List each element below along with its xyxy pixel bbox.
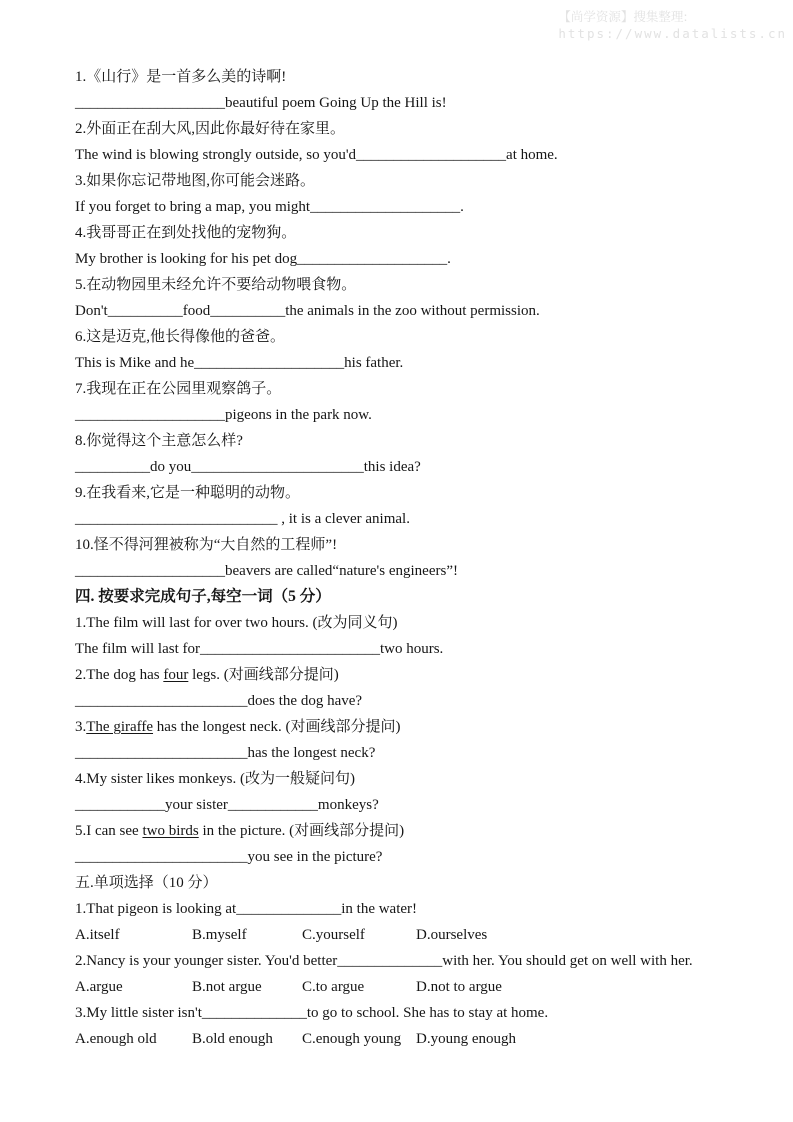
- option-item: A.enough old: [75, 1031, 157, 1047]
- option-item: B.not argue: [192, 979, 262, 995]
- text-line: _______________________has the longest neck?: [75, 745, 376, 761]
- text-line: ____________________beautiful poem Going Up the Hill is!: [75, 95, 447, 111]
- text-line: __________do you_______________________this idea?: [75, 459, 421, 475]
- text-line: [75, 662, 783, 688]
- text-line: 8.你觉得这个主意怎么样?: [75, 433, 243, 449]
- watermark: [558, 8, 787, 42]
- text-line: My brother is looking for his pet dog____________________.: [75, 251, 451, 267]
- option-item: D.young enough: [416, 1031, 516, 1047]
- underlined-text: two birds: [142, 823, 199, 839]
- text-segment: legs. (对画线部分提问): [188, 667, 339, 683]
- text-line: 1.The film will last for over two hours. (改为同义句): [75, 615, 398, 631]
- text-line: 1.《山行》是一首多么美的诗啊!: [75, 69, 287, 85]
- option-item: C.enough young: [302, 1031, 402, 1047]
- option-item: A.argue: [75, 979, 123, 995]
- text-line: If you forget to bring a map, you might____________________.: [75, 199, 464, 215]
- text-line: The film will last for________________________two hours.: [75, 641, 444, 657]
- text-line: 5.在动物园里未经允许不要给动物喂食物。: [75, 277, 357, 293]
- text-line: Don't__________food__________the animals in the zoo without permission.: [75, 303, 540, 319]
- text-line: 3.如果你忘记带地图,你可能会迷路。: [75, 173, 316, 189]
- text-line: ____________________pigeons in the park now.: [75, 407, 372, 423]
- option-item: A.itself: [75, 927, 120, 943]
- text-line: _______________________you see in the picture?: [75, 849, 383, 865]
- text-line: 10.怪不得河狸被称为“大自然的工程师”!: [75, 537, 338, 553]
- text-line: [75, 714, 783, 740]
- option-item: D.not to argue: [416, 979, 502, 995]
- text-line: _______________________does the dog have?: [75, 693, 363, 709]
- text-line: ____________________beavers are called“nature's engineers”!: [75, 563, 458, 579]
- section-heading: 四. 按要求完成句子,每空一词（5 分）: [75, 588, 331, 605]
- text-line: 9.在我看来,它是一种聪明的动物。: [75, 485, 301, 501]
- options-row: [75, 974, 783, 1000]
- text-segment: 5.I can see: [75, 823, 143, 839]
- text-line: 4.我哥哥正在到处找他的宠物狗。: [75, 225, 297, 241]
- text-line: 五.单项选择（10 分）: [75, 875, 218, 891]
- watermark-url: https://www.datalists.cn: [558, 26, 787, 41]
- text-line: 7.我现在正在公园里观察鸽子。: [75, 381, 282, 397]
- text-line: [75, 818, 783, 844]
- option-item: C.to argue: [302, 979, 365, 995]
- text-line: This is Mike and he____________________his father.: [75, 355, 404, 371]
- underlined-text: four: [163, 667, 189, 683]
- underlined-text: The giraffe: [86, 719, 154, 735]
- text-line: 2.Nancy is your younger sister. You'd better______________with her. You should get on well with her.: [75, 953, 693, 969]
- text-line: ____________your sister____________monkeys?: [75, 797, 379, 813]
- worksheet-body: [75, 64, 783, 1052]
- text-line: 4.My sister likes monkeys. (改为一般疑问句): [75, 771, 355, 787]
- text-segment: has the longest neck. (对画线部分提问): [153, 719, 401, 735]
- text-line: 6.这是迈克,他长得像他的爸爸。: [75, 329, 286, 345]
- text-line: 3.My little sister isn't______________to go to school. She has to stay at home.: [75, 1005, 549, 1021]
- watermark-credit: 【尚学资源】搜集整理:: [558, 9, 688, 24]
- options-row: [75, 1026, 783, 1052]
- text-segment: 2.The dog has: [75, 667, 164, 683]
- text-line: 1.That pigeon is looking at______________in the water!: [75, 901, 418, 917]
- text-segment: in the picture. (对画线部分提问): [198, 823, 405, 839]
- option-item: C.yourself: [302, 927, 365, 943]
- text-line: ___________________________ , it is a clever animal.: [75, 511, 410, 527]
- text-line: 2.外面正在刮大风,因此你最好待在家里。: [75, 121, 346, 137]
- text-line: The wind is blowing strongly outside, so you'd____________________at home.: [75, 147, 558, 163]
- option-item: D.ourselves: [416, 927, 488, 943]
- text-segment: 3.: [75, 719, 87, 735]
- option-item: B.old enough: [192, 1031, 273, 1047]
- options-row: [75, 922, 783, 948]
- option-item: B.myself: [192, 927, 247, 943]
